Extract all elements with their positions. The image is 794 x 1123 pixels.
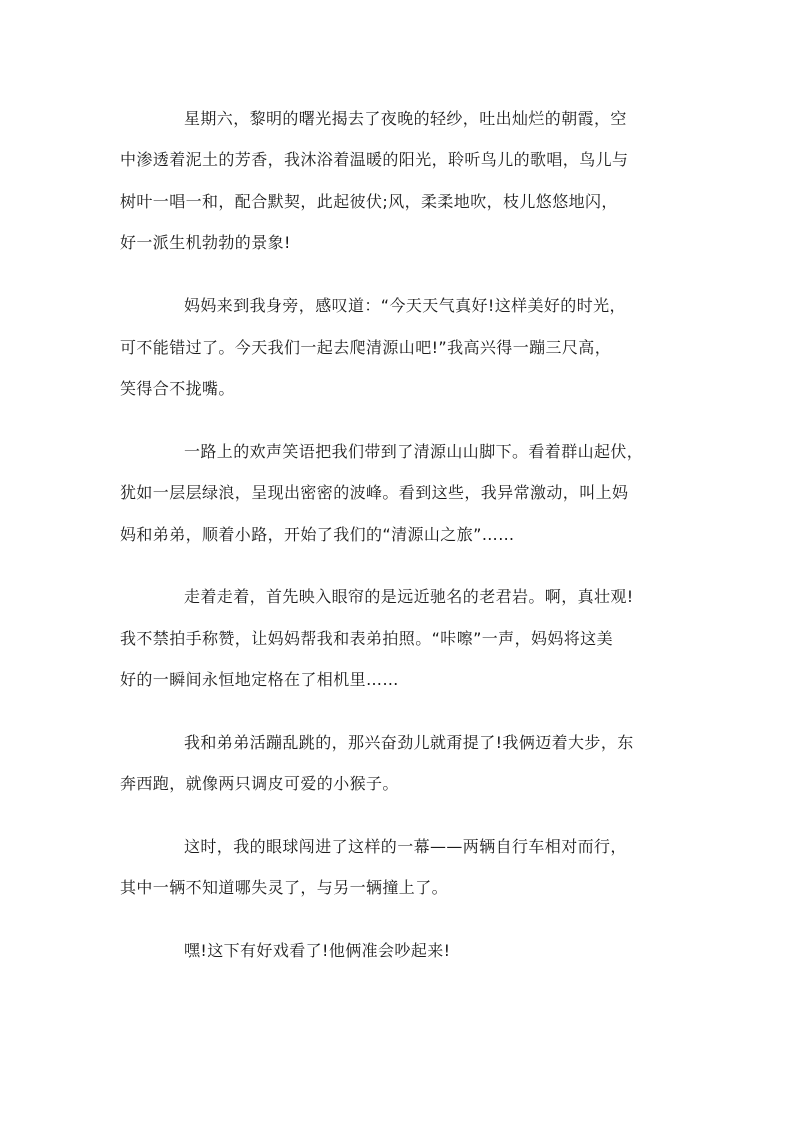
paragraph-3-line-3: 妈和弟弟，顺着小路，开始了我们的“清源山之旅”…… xyxy=(120,525,515,544)
paragraph-5-line-1: 我和弟弟活蹦乱跳的，那兴奋劲儿就甭提了!我俩迈着大步，东 xyxy=(184,733,634,752)
paragraph-2-line-3: 笑得合不拢嘴。 xyxy=(120,379,235,398)
paragraph-7-line-1: 嘿!这下有好戏看了!他俩准会吵起来! xyxy=(184,941,451,960)
paragraph-1-line-4: 好一派生机勃勃的景象! xyxy=(120,233,291,252)
paragraph-2-line-1: 妈妈来到我身旁，感叹道：“今天天气真好!这样美好的时光， xyxy=(184,296,626,315)
paragraph-4-line-3: 好的一瞬间永恒地定格在了相机里…… xyxy=(120,670,399,689)
paragraph-6-line-2: 其中一辆不知道哪失灵了，与另一辆撞上了。 xyxy=(120,878,449,897)
paragraph-3-line-2: 犹如一层层绿浪，呈现出密密的波峰。看到这些，我异常激动，叫上妈 xyxy=(120,483,629,502)
paragraph-3-line-1: 一路上的欢声笑语把我们带到了清源山山脚下。看着群山起伏， xyxy=(184,442,644,461)
paragraph-5-line-2: 奔西跑，就像两只调皮可爱的小猴子。 xyxy=(120,774,399,793)
paragraph-2-line-2: 可不能错过了。今天我们一起去爬清源山吧!”我高兴得一蹦三尺高， xyxy=(120,338,612,357)
paragraph-1-line-1: 星期六，黎明的曙光揭去了夜晚的轻纱，吐出灿烂的朝霞，空 xyxy=(184,109,627,128)
paragraph-1-line-2: 中渗透着泥土的芳香，我沐浴着温暖的阳光，聆听鸟儿的歌唱，鸟儿与 xyxy=(120,150,629,169)
paragraph-4-line-2: 我不禁拍手称赞，让妈妈帮我和表弟拍照。“咔嚓”一声，妈妈将这美 xyxy=(120,629,613,648)
paragraph-4-line-1: 走着走着，首先映入眼帘的是远近驰名的老君岩。啊，真壮观! xyxy=(184,587,634,606)
paragraph-6-line-1: 这时，我的眼球闯进了这样的一幕——两辆自行车相对而行， xyxy=(184,837,627,856)
paragraph-1-line-3: 树叶一唱一和，配合默契，此起彼伏;风，柔柔地吹，枝儿悠悠地闪， xyxy=(120,192,618,211)
